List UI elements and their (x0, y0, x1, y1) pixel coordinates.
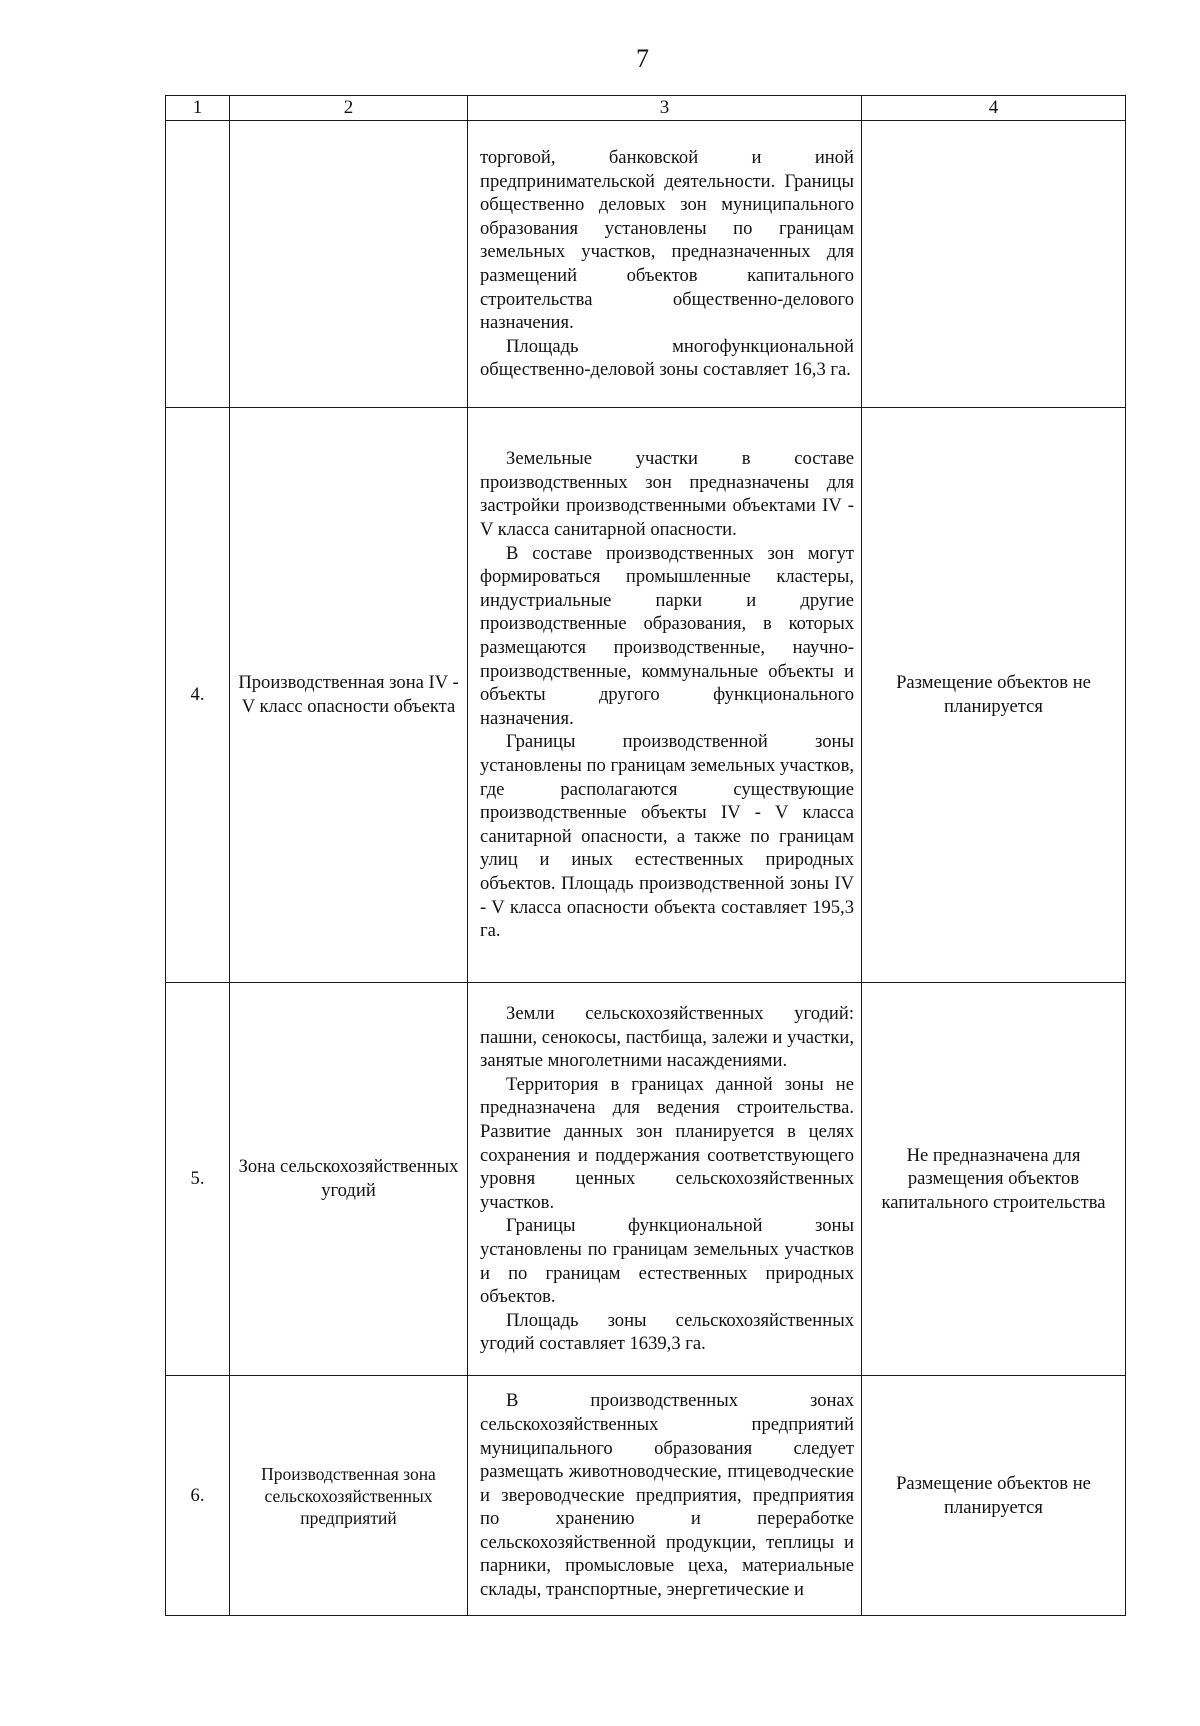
table-row (166, 408, 1126, 983)
column-header: 3 (468, 96, 862, 121)
zone-description (468, 983, 862, 1376)
description-paragraph: Площадь многофункциональной общественно-деловой зоны составляет 16,3 га. (480, 335, 854, 381)
column-header: 4 (862, 96, 1126, 121)
row-number: 5. (166, 983, 230, 1376)
zone-name: Производственная зона IV - V класс опасности объекта (230, 408, 468, 983)
zone-status: Размещение объектов не планируется (862, 1376, 1126, 1616)
zone-name: Производственная зона сельскохозяйственных предприятий (230, 1376, 468, 1616)
row-number: 4. (166, 408, 230, 983)
row-number (166, 121, 230, 408)
description-paragraph: В производственных зонах сельскохозяйственных предприятий муниципального образования следует размещать животноводческие, птицеводческие и звероводческие предприятия, предприятия по хранению и переработке сельскохозяйственной продукции, теплицы и парники, промысловые цеха, материальные склады, транспортные, энергетические и (480, 1390, 854, 1601)
zone-description (468, 121, 862, 408)
description-paragraph: Площадь зоны сельскохозяйственных угодий составляет 1639,3 га. (480, 1309, 854, 1355)
description-paragraph: Земли сельскохозяйственных угодий: пашни, сенокосы, пастбища, залежи и участки, занятые многолетними насаждениями. (480, 1003, 854, 1072)
table-header-row (166, 96, 1126, 121)
column-header: 2 (230, 96, 468, 121)
zone-description (468, 408, 862, 983)
page-number: 7 (636, 44, 649, 73)
zone-status: Размещение объектов не планируется (862, 408, 1126, 983)
zone-description (468, 1376, 862, 1616)
description-paragraph: Границы функциональной зоны установлены по границам земельных участков и по границам естественных природных объектов. (480, 1215, 854, 1308)
table-row (166, 121, 1126, 408)
description-paragraph: В составе производственных зон могут формироваться промышленные кластеры, индустриальные парки и другие производственные образования, в которых размещаются производственные, научно-производственные, коммунальные объекты и объекты другого функционального назначения. (480, 542, 854, 729)
table-row (166, 1376, 1126, 1616)
zone-status: Не предназначена для размещения объектов капитального строительства (862, 983, 1126, 1376)
zone-name (230, 121, 468, 408)
table-row (166, 983, 1126, 1376)
description-paragraph: Границы производственной зоны установлены по границам земельных участков, где располагаются существующие производственные объекты IV - V класса санитарной опасности, а также по границам улиц и иных естественных природных объектов. Площадь производственной зоны IV - V класса опасности объекта составляет 195,3 га. (480, 731, 855, 942)
row-number: 6. (166, 1376, 230, 1616)
description-paragraph: Территория в границах данной зоны не предназначена для ведения строительства. Развитие данных зон планируется в целях сохранения и поддержания соответствующего уровня ценных сельскохозяйственных участков. (480, 1073, 854, 1213)
zone-status (862, 121, 1126, 408)
description-paragraph: торговой, банковской и иной предпринимательской деятельности. Границы общественно деловых зон муниципального образования установлены по границам земельных участков, предназначенных для размещений объектов капитального строительства общественно-делового назначения. (480, 147, 854, 334)
description-paragraph: Земельные участки в составе производственных зон предназначены для застройки производственными объектами IV - V класса санитарной опасности. (480, 448, 854, 541)
column-header: 1 (166, 96, 230, 121)
zone-name: Зона сельскохозяйственных угодий (230, 983, 468, 1376)
zones-table (165, 95, 1126, 1616)
